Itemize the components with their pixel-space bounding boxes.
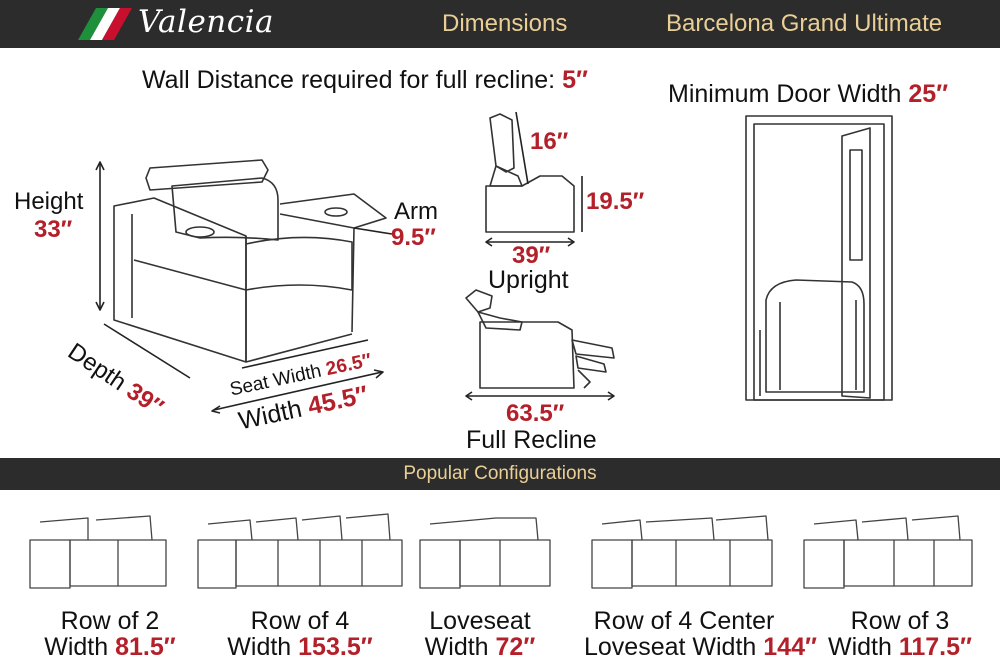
door-width-label: Minimum Door Width 25″ (668, 80, 949, 108)
loveseat-illustration (420, 518, 550, 588)
brand-logo: Valencia (138, 4, 275, 40)
upright-label: Upright (488, 266, 569, 294)
upright-headrest-value: 16″ (530, 128, 569, 155)
arm-value: 9.5″ (391, 224, 436, 251)
config-row-of-2: Row of 2 Width 81.5″ (44, 607, 176, 661)
recline-label: Full Recline (466, 426, 597, 454)
wall-distance-label: Wall Distance required for full recline: 5″ (142, 66, 588, 94)
row-of-4-center-loveseat-illustration (592, 516, 772, 588)
row-of-2-illustration (30, 516, 166, 588)
config-row-of-4: Row of 4 Width 153.5″ (227, 607, 373, 661)
height-value: 33″ (34, 216, 73, 243)
config-row-of-4-center-loveseat: Row of 4 Center Loveseat Width 144″ (584, 607, 817, 661)
header-product-name: Barcelona Grand Ultimate (666, 10, 943, 37)
width-label: Width 45.5″ (236, 380, 371, 436)
header-section-title: Dimensions (442, 10, 568, 37)
upright-seat-height-value: 19.5″ (586, 188, 645, 215)
row-of-4-illustration (198, 514, 402, 588)
seat-width-label: Seat Width 26.5″ (228, 349, 374, 401)
height-label: Height (14, 188, 84, 215)
config-row-of-3: Row of 3 Width 117.5″ (827, 607, 973, 661)
upright-depth-value: 39″ (512, 242, 551, 269)
depth-label: Depth 39″ (62, 338, 169, 422)
config-loveseat: Loveseat Width 72″ (424, 607, 536, 661)
recline-depth-value: 63.5″ (506, 400, 565, 427)
configurations-title: Popular Configurations (403, 463, 597, 484)
arm-label: Arm (394, 198, 438, 225)
row-of-3-illustration (804, 516, 972, 588)
